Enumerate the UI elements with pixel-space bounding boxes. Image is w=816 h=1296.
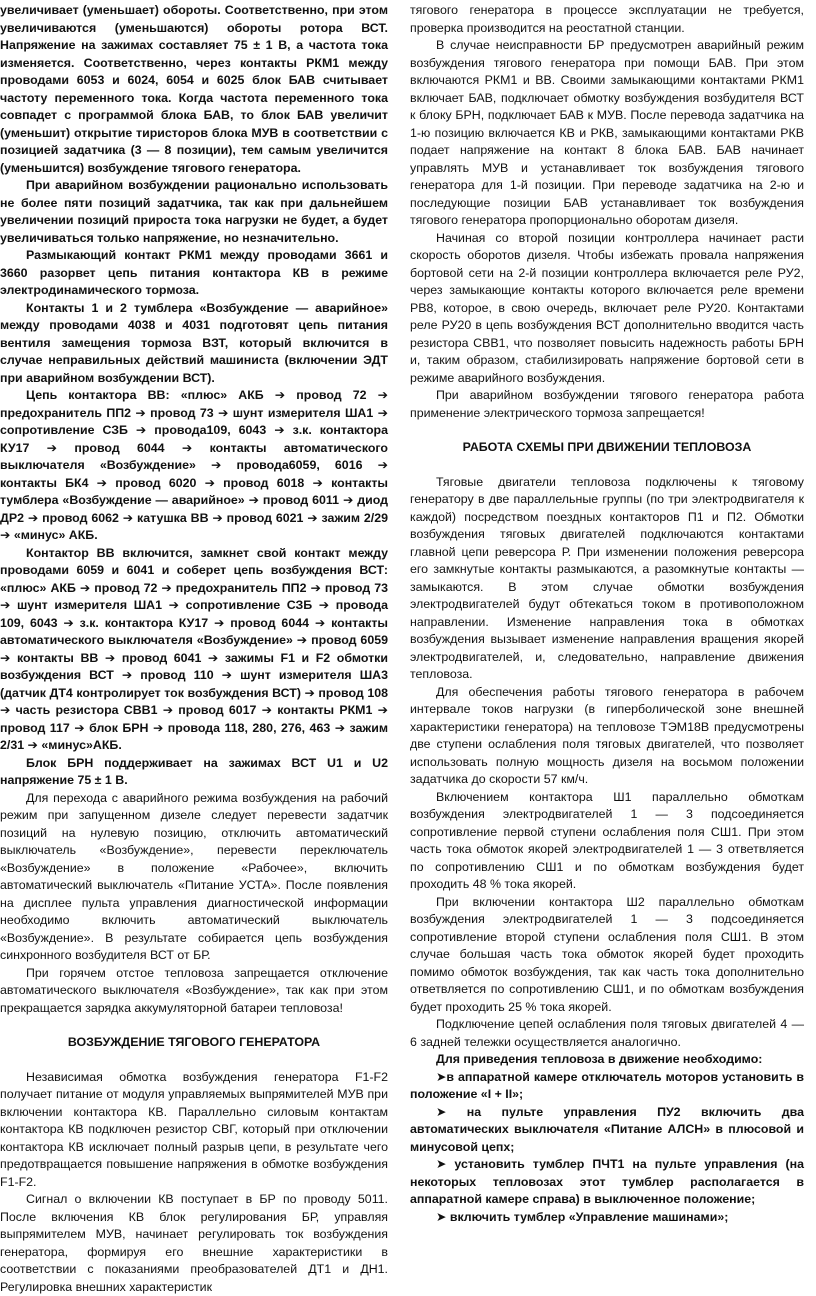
paragraph: При включении контактора Ш2 параллельно обмоткам возбуждения электродвигателей 1 — 3 подсоединяется сопротивление второй ступени ослабления поля СШ1. В этом случае большая часть тока обмоток якорей будет проходить помимо обмоток возбуждения, так как часть тока дополнительно ответвляется по сопротивлению СШ1, и по обмоткам возбуждения будет проходить 25 % тока якорей. [410,894,804,1014]
paragraph: Для перехода с аварийного режима возбуждения на рабочий режим при запущенном дизеле следует перевести задатчик позиций на нулевую позицию, отключить автоматический выключатель «Возбуждение», перевести переключатель «Возбуждение» в положение «Рабочее», включить автоматический выключатель «Питание УСТА». После появления на дисплее пульта управления диагностической информации необходимо включить автоматический выключатель «Возбуждение». В результате собирается цепь возбуждения синхронного возбудителя ВСТ от БР. [0,790,388,962]
two-column-layout [0,2,810,1296]
paragraph: Для приведения тепловоза в движение необходимо: [436,1052,763,1066]
paragraph: Включением контактора Ш1 параллельно обмоткам возбуждения электродвигателей 1 — 3 подсоединяется сопротивление первой ступени ослабления поля СШ1. При этом часть тока обмоток якорей электродвигателей 1 — 3 ответвляется по сопротивлению СШ1 и по обмоткам возбуждения будет проходить 48 % тока якорей. [410,789,804,891]
section-heading: РАБОТА СХЕМЫ ПРИ ДВИЖЕНИИ ТЕПЛОВОЗА [462,440,752,454]
paragraph: увеличивает (уменьшает) обороты. Соответственно, при этом увеличиваются (уменьшаются) обороты ротора ВСТ. Напряжение на зажимах составляет 75 ± 1 В, а частота тока изменяется. Соответственно, через контакты РКМ1 между проводами 6053 и 6024, 6054 и 6025 блок БАВ считывает частоту переменного тока. Когда частота переменного тока совпадет с программой блока БАВ, то блок БАВ увеличит (уменьшит) открытие тиристоров блока МУВ в соответствии с позицией задатчика (3 — 8 позиции), тем самым увеличится (уменьшится) возбуждение тягового генератора. [0,3,388,175]
paragraph: тягового генератора в процессе эксплуатации не требуется, проверка производится на реостатной станции. [410,3,804,35]
paragraph: Контактор ВВ включится, замкнет свой контакт между проводами 6059 и 6041 и соберет цепь возбуждения ВСТ: «плюс» АКБ ➔ провод 72 ➔ предохранитель ПП2 ➔ провод 73 ➔ шунт измерителя ША1 ➔ сопротивление СЗБ ➔ провода 109, 6043 ➔ з.к. контактора КУ17 ➔ провод 6044 ➔ контакты автоматического выключателя «Возбуждение» ➔ провод 6059 ➔ контакты ВВ ➔ провод 6041 ➔ зажимы F1 и F2 обмотки возбуждения ВСТ ➔ провод 110 ➔ шунт измерителя ША3 (датчик ДТ4 контролирует ток возбуждения ВСТ) ➔ провод 108 ➔ часть резистора СВВ1 ➔ провод 6017 ➔ контакты РКМ1 ➔ провод 117 ➔ блок БРН ➔ провода 118, 280, 276, 463 ➔ зажим 2/31 ➔ «минус»АКБ. [0,545,388,752]
paragraph: ➤ включить тумблер «Управление машинами»; [436,1209,729,1224]
paragraph: Размыкающий контакт РКМ1 между проводами 3661 и 3660 разорвет цепь питания контактора КВ в режиме электродинамического тормоза. [0,248,388,297]
paragraph: Цепь контактора ВВ: «плюс» АКБ ➔ провод 72 ➔ предохранитель ПП2 ➔ провод 73 ➔ шунт измерителя ША1 ➔ сопротивление СЗБ ➔ провода109, 6043 ➔ з.к. контактора КУ17 ➔ провод 6044 ➔ контакты автоматического выключателя «Возбуждение» ➔ провода6059, 6016 ➔ контакты БК4 ➔ провод 6020 ➔ провод 6018 ➔ контакты тумблера «Возбуждение — аварийное» ➔ провод 6011 ➔ диод ДР2 ➔ провод 6062 ➔ катушка ВВ ➔ провод 6021 ➔ зажим 2/29 ➔ «минус» АКБ. [0,388,388,542]
paragraph: Независимая обмотка возбуждения генератора F1-F2 получает питание от модуля управляемых выпрямителей МУВ при включении контактора КВ. Параллельно силовым контактам контактора КВ подключен резистор СВГ, который при отключении контактора КВ исключает полный разрыв цепи, в результате чего предотвращается повышение напряжения в обмотке возбуждения F1-F2. [0,1069,388,1189]
paragraph: ➤ установить тумблер ПЧТ1 на пульте управления (на некоторых тепловозах этот тумблер располагается в аппаратной камере справа) в выключенное положение; [410,1157,804,1206]
paragraph: ➤в аппаратной камере отключатель моторов установить в положение «I + II»; [410,1069,804,1101]
paragraph: Для обеспечения работы тягового генератора в рабочем интервале токов нагрузки (в гиперболической зоне внешней характеристики генератора) на тепловозе ТЭМ18В предусмотрены две ступени ослабления поля тяговых двигателей, что позволяет использовать полную мощность дизеля на восьмом положении задатчика до скорости 57 км/ч. [410,684,804,786]
paragraph: Контакты 1 и 2 тумблера «Возбуждение — аварийное» между проводами 4038 и 4031 подготовят цепь питания вентиля замещения тормоза ВЗТ, который включится в случае неправильных действий машиниста (включении ЭДТ при аварийном возбуждении ВСТ). [0,300,388,385]
paragraph: Сигнал о включении КВ поступает в БР по проводу 5011. После включения КВ блок регулирования БР, управляя выпрямителем МУВ, начинает регулировать ток возбуждения генератора, формируя его внешние характеристики в соответствии с показаниями преобразователей ДТ1 и ДН1. Регулировка внешних характеристик [0,1192,388,1294]
paragraph: ➤ на пульте управления ПУ2 включить два автоматических выключателя «Питание АЛСН» в плюсовой и минусовой цепх; [410,1104,804,1154]
paragraph: Подключение цепей ослабления поля тяговых двигателей 4 — 6 задней тележки осуществляется аналогично. [410,1017,804,1049]
paragraph: Начиная со второй позиции контроллера начинает расти скорость оборотов дизеля. Чтобы избежать провала напряжения бортовой сети на 2-й позиции контроллера включается реле РУ2, через замыкающие контакты которого включается реле времени РВ8, которое, в свою очередь, включает реле РУ20. Контактами реле РУ20 в цепь возбуждения ВСТ дополнительно вводится часть резистора СВВ1, что позволяет повысить надежность работы БРН и, таким образом, стабилизировать напряжение бортовой сети в режиме аварийного возбуждения. [410,230,804,385]
paragraph: Тяговые двигатели тепловоза подключены к тяговому генератору в две параллельные группы (по три электродвигателя к каждой) посредством поездных контакторов П1 и П2. Обмотки возбуждения тяговых двигателей подключаются контактами главной цепи реверсора Р. При изменении положения реверсора его замкнутые контакты размыкаются, а разомкнутые контакты — замыкаются. В этом случае обмотки возбуждения электродвигателей будут обтекаться током в противоположном направлении. Изменение направления тока в обмотках возбуждения вызывает изменение направления вращения якорей электродвигателей, и, следовательно, направление движения тепловоза. [410,474,804,681]
left-column [0,2,388,1296]
paragraph: При горячем отстое тепловоза запрещается отключение автоматического выключателя «Возбуждение», так как при этом прекращается зарядка аккумуляторной батареи тепловоза! [0,965,388,1015]
paragraph: Блок БРН поддерживает на зажимах ВСТ U1 и U2 напряжение 75 ± 1 В. [0,755,388,787]
paragraph: При аварийном возбуждении тягового генератора работа применение электрического тормоза запрещается! [410,388,804,420]
paragraph: В случае неисправности БР предусмотрен аварийный режим возбуждения тягового генератора при помощи БАВ. При этом включаются РКМ1 и ВВ. Своими замыкающими контактами РКМ1 включает БАВ, подключает обмотку возбуждения возбудителя ВСТ к блоку БРН, подключает БАВ к МУВ. После перевода задатчика на 1-ю позицию включается КВ и РКВ, замыкающими контактами РКВ подает напряжение на контакт 8 блока БАВ. БАВ начинает управлять МУВ и устанавливает ток возбуждения тягового генератора для 1-й позиции. При переводе задатчика на 2-ю и последующие позиции БАВ устанавливает ток возбуждения тягового генератора пропорционально оборотам дизеля. [410,38,804,227]
section-heading: ВОЗБУЖДЕНИЕ ТЯГОВОГО ГЕНЕРАТОРА [67,1035,321,1049]
paragraph: При аварийном возбуждении рационально использовать не более пяти позиций задатчика, так как при дальнейшем увеличении позиций прироста тока нагрузки не будет, а будет увеличиваться только напряжение, но незначительно. [0,178,388,245]
right-column [410,2,804,1296]
